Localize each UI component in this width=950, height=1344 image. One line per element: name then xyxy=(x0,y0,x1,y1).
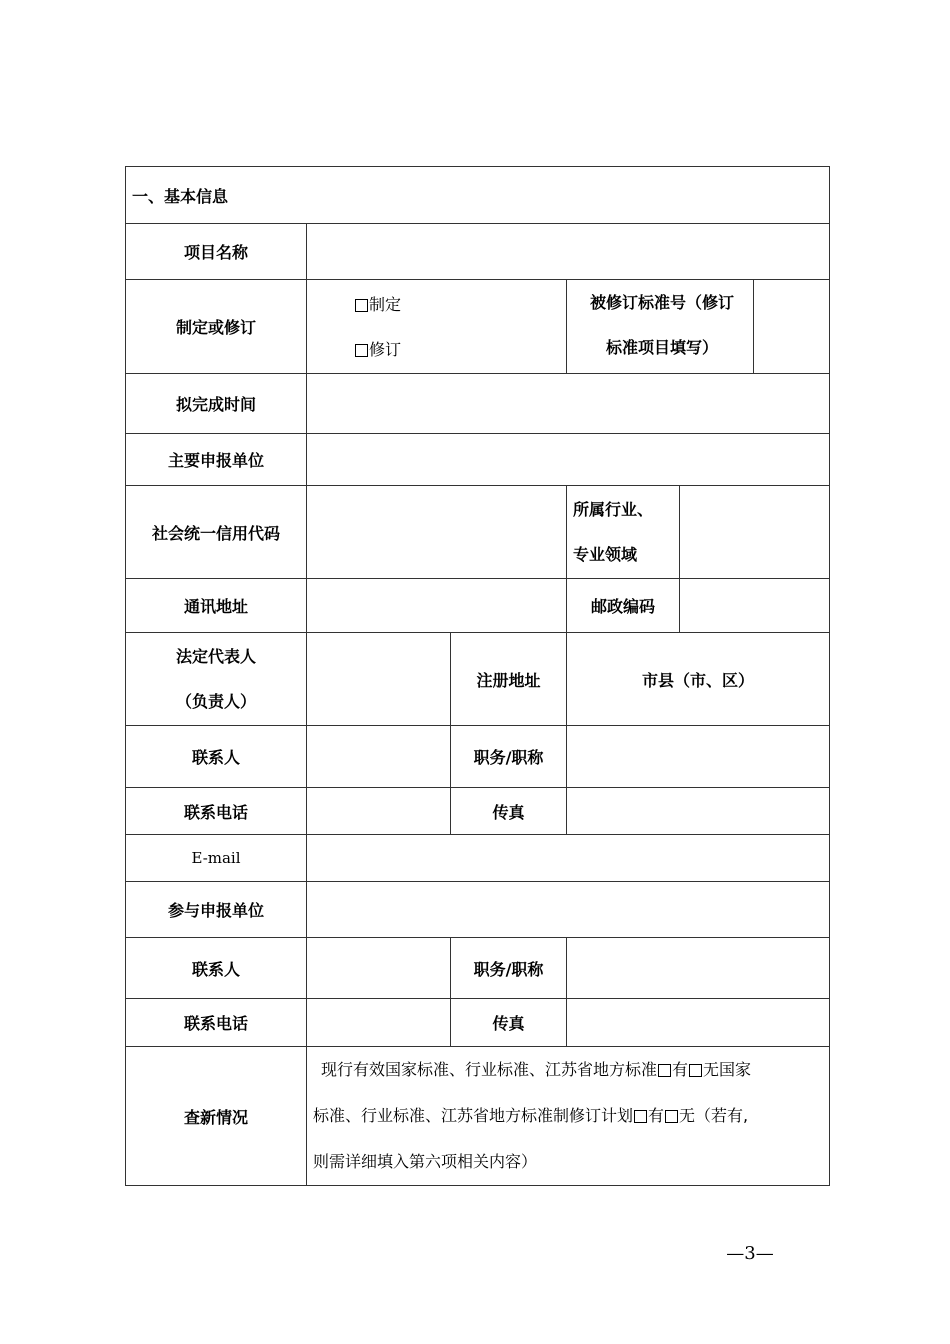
label-email: E-mail xyxy=(126,835,307,882)
label-main-unit: 主要申报单位 xyxy=(126,434,307,486)
search-line-3: 则需详细填入第六项相关内容） xyxy=(313,1152,538,1171)
label-planned-completion: 拟完成时间 xyxy=(126,374,307,434)
option-revise[interactable]: 修订 xyxy=(355,327,560,372)
label-phone: 联系电话 xyxy=(126,788,307,835)
field-registered-address[interactable]: 市县（市、区） xyxy=(567,633,830,726)
field-postcode[interactable] xyxy=(680,579,830,633)
field-position[interactable] xyxy=(567,726,830,788)
option-create[interactable]: 制定 xyxy=(355,282,560,327)
label-position: 职务/职称 xyxy=(451,726,567,788)
field-revised-standard-number[interactable] xyxy=(753,280,829,373)
label-phone-2: 联系电话 xyxy=(126,999,307,1047)
section-title: 一、基本信息 xyxy=(126,167,830,224)
search-line-2: 标准、行业标准、江苏省地方标准制修订计划 有 无（若有, xyxy=(313,1106,749,1125)
checkbox-plan-yes[interactable] xyxy=(634,1110,647,1123)
field-email[interactable] xyxy=(307,835,830,882)
label-revised-standard-number: 被修订标准号（修订 标准项目填写） xyxy=(589,293,734,357)
checkbox-existing-yes[interactable] xyxy=(658,1064,671,1077)
label-fax: 传真 xyxy=(451,788,567,835)
search-status-content xyxy=(307,1047,830,1186)
page-number: —3— xyxy=(726,1243,774,1264)
checkbox-plan-no[interactable] xyxy=(665,1110,678,1123)
field-contact[interactable] xyxy=(307,726,451,788)
revised-std-cell xyxy=(567,280,830,374)
field-planned-completion[interactable] xyxy=(307,374,830,434)
field-credit-code[interactable] xyxy=(307,486,567,579)
label-legal-representative: 法定代表人 （负责人） xyxy=(126,633,307,726)
basic-info-form xyxy=(125,166,830,1186)
field-contact-2[interactable] xyxy=(307,938,451,999)
field-fax-2[interactable] xyxy=(567,999,830,1047)
label-address: 通讯地址 xyxy=(126,579,307,633)
label-registered-address: 注册地址 xyxy=(451,633,567,726)
label-project-name: 项目名称 xyxy=(126,224,307,280)
label-participant-unit: 参与申报单位 xyxy=(126,882,307,938)
field-main-unit[interactable] xyxy=(307,434,830,486)
checkbox-existing-no[interactable] xyxy=(689,1064,702,1077)
search-line-1: 现行有效国家标准、行业标准、江苏省地方标准 有 无国家 xyxy=(321,1060,752,1079)
create-revise-options xyxy=(307,280,567,374)
label-contact: 联系人 xyxy=(126,726,307,788)
field-phone[interactable] xyxy=(307,788,451,835)
field-position-2[interactable] xyxy=(567,938,830,999)
checkbox-revise[interactable] xyxy=(355,344,368,357)
label-fax-2: 传真 xyxy=(451,999,567,1047)
label-postcode: 邮政编码 xyxy=(567,579,680,633)
field-participant-unit[interactable] xyxy=(307,882,830,938)
field-project-name[interactable] xyxy=(307,224,830,280)
label-create-or-revise: 制定或修订 xyxy=(126,280,307,374)
field-legal-representative[interactable] xyxy=(307,633,451,726)
field-address[interactable] xyxy=(307,579,567,633)
field-fax[interactable] xyxy=(567,788,830,835)
field-industry[interactable] xyxy=(680,486,830,579)
label-contact-2: 联系人 xyxy=(126,938,307,999)
label-position-2: 职务/职称 xyxy=(451,938,567,999)
label-industry: 所属行业、 专业领域 xyxy=(567,486,680,579)
checkbox-create[interactable] xyxy=(355,299,368,312)
label-search-status: 查新情况 xyxy=(126,1047,307,1186)
field-phone-2[interactable] xyxy=(307,999,451,1047)
label-credit-code: 社会统一信用代码 xyxy=(126,486,307,579)
